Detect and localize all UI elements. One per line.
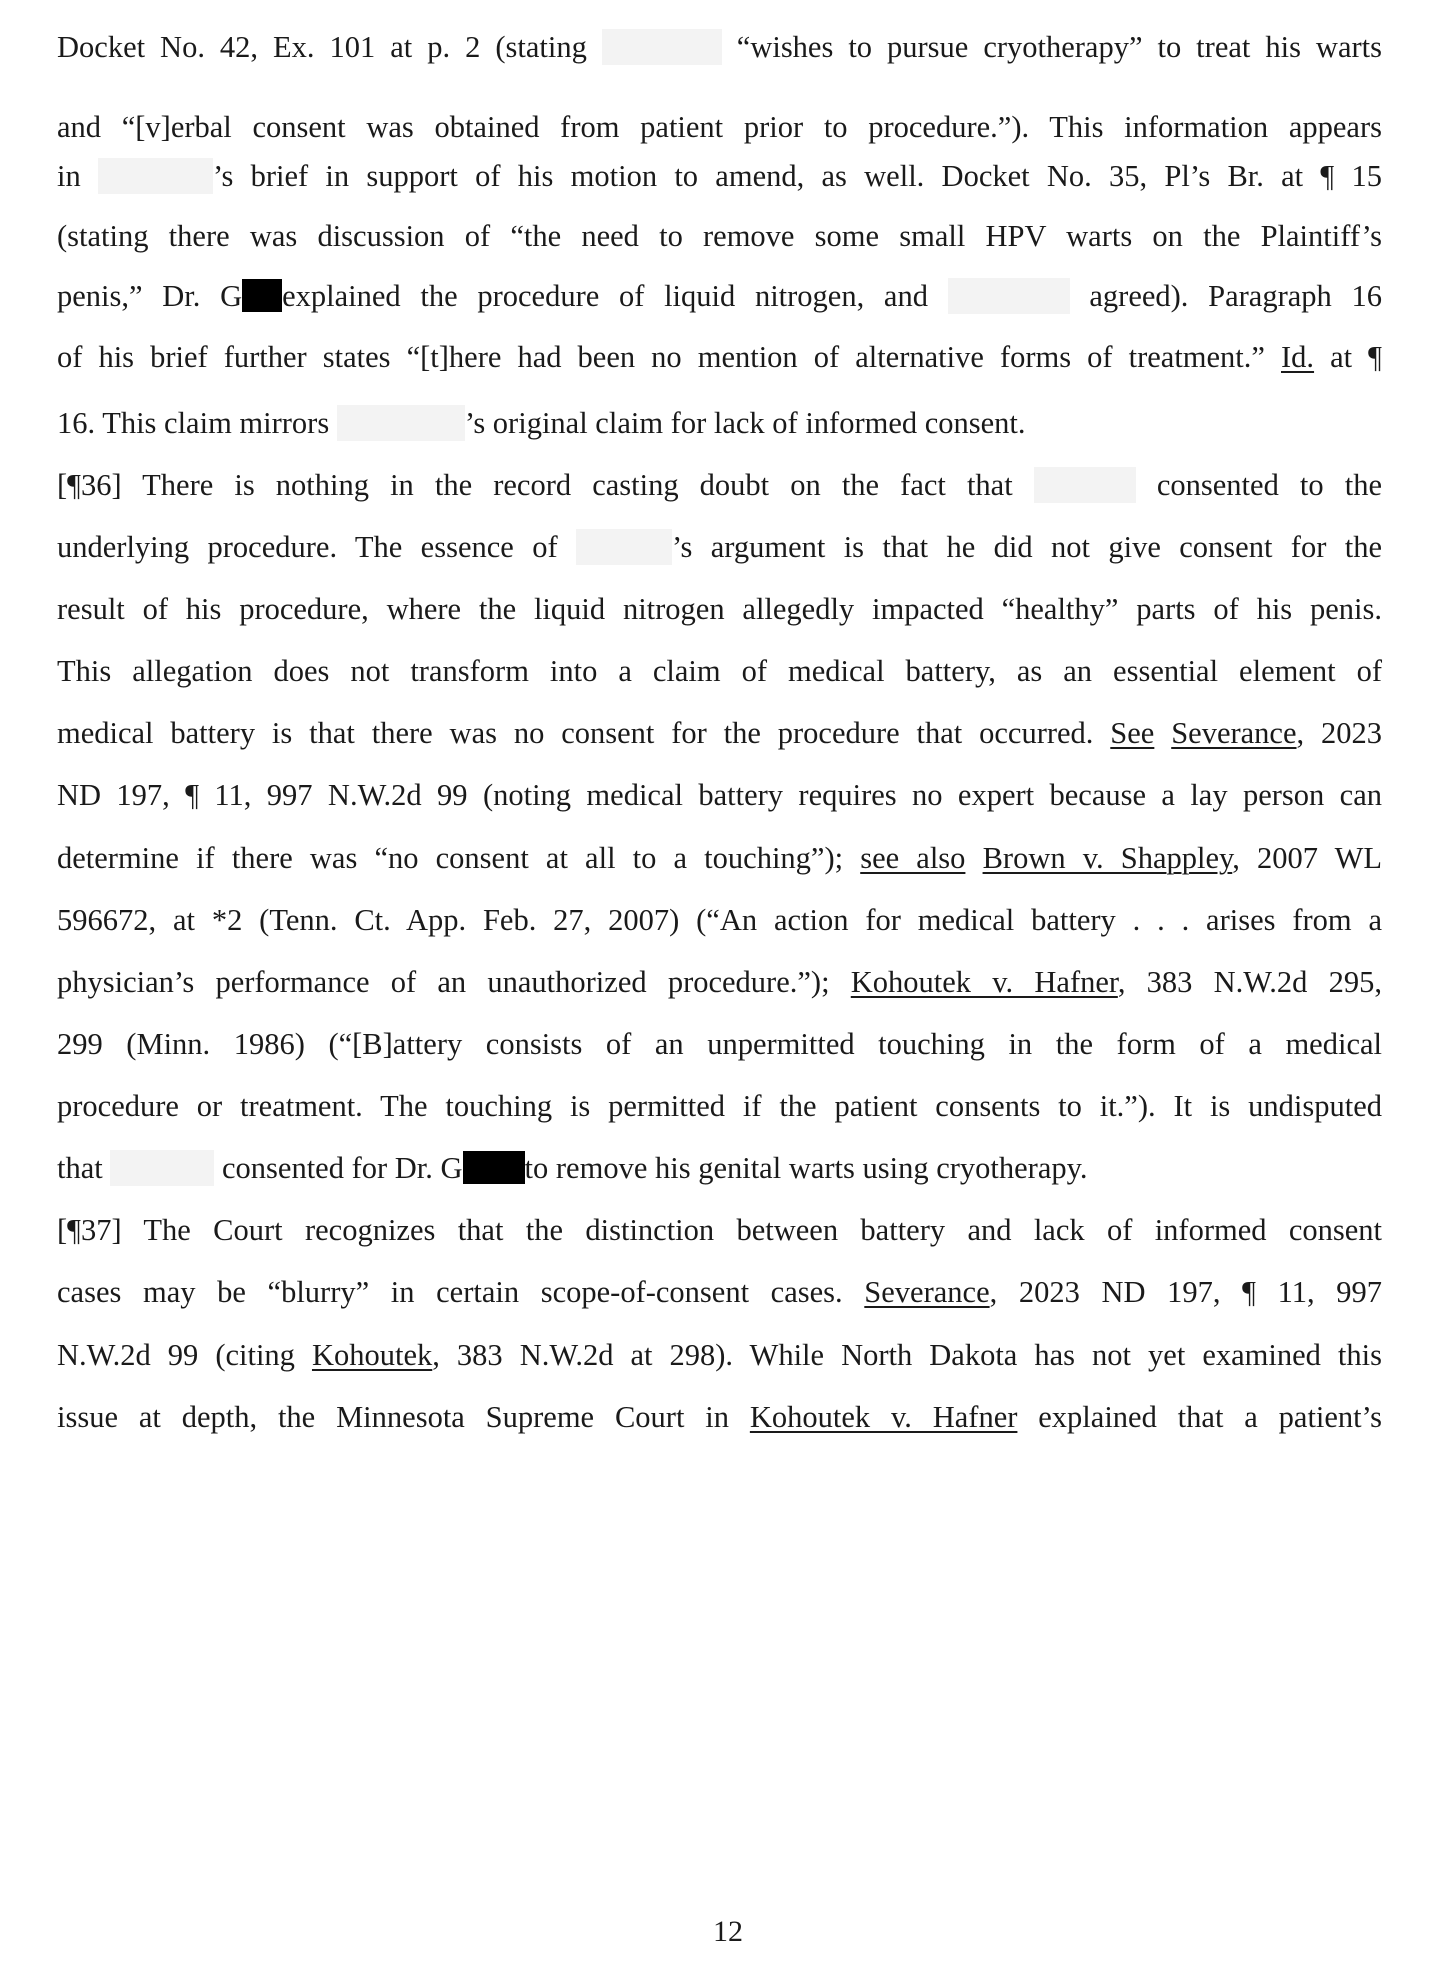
text-line: that consented for Dr. G to remove his genital warts using cryotherapy.: [57, 1151, 1088, 1185]
text-line: 16. This claim mirrors ’s original claim for lack of informed consent.: [57, 406, 1026, 440]
redaction-box: [948, 278, 1070, 314]
text-line: determine if there was “no consent at all to a touching”); see also Brown v. Shappley, 2007 WL: [57, 841, 1383, 875]
text-line: procedure or treatment. The touching is permitted if the patient consents to it.”). It is undisputed: [57, 1089, 1382, 1123]
case-brown-v-shappley: Brown v. Shappley: [982, 841, 1233, 875]
case-kohoutek-v-hafner: Kohoutek v. Hafner: [749, 1400, 1018, 1434]
signal-see: See: [1110, 716, 1155, 750]
text-line: result of his procedure, where the liquid nitrogen allegedly impacted “healthy” parts of his penis.: [57, 592, 1382, 626]
case-kohoutek: Kohoutek: [311, 1338, 433, 1372]
text-line: ND 197, ¶ 11, 997 N.W.2d 99 (noting medical battery requires no expert because a lay person can: [57, 778, 1382, 812]
text-line: [¶36] There is nothing in the record casting doubt on the fact that consented to the: [57, 468, 1382, 502]
page-number: 12: [713, 1915, 743, 1948]
text-line: Docket No. 42, Ex. 101 at p. 2 (stating “wishes to pursue cryotherapy” to treat his warts: [57, 30, 1382, 64]
text-line: cases may be “blurry” in certain scope-of-consent cases. Severance, 2023 ND 197, ¶ 11, 997: [57, 1275, 1382, 1309]
text-line: 596672, at *2 (Tenn. Ct. App. Feb. 27, 2007) (“An action for medical battery . . . arises from a: [57, 903, 1382, 937]
text-line: penis,” Dr. G explained the procedure of liquid nitrogen, and agreed). Paragraph 16: [57, 279, 1382, 313]
text-line: physician’s performance of an unauthorized procedure.”); Kohoutek v. Hafner, 383 N.W.2d 295,: [57, 965, 1382, 999]
signal-see-also: see also: [860, 841, 966, 875]
redaction-box: [98, 158, 213, 194]
text-line: [¶37] The Court recognizes that the distinction between battery and lack of informed consent: [57, 1213, 1382, 1247]
text-line: in ’s brief in support of his motion to amend, as well. Docket No. 35, Pl’s Br. at ¶ 15: [57, 159, 1382, 193]
text-line: issue at depth, the Minnesota Supreme Court in Kohoutek v. Hafner explained that a patient’s: [57, 1400, 1382, 1434]
text-line: (stating there was discussion of “the need to remove some small HPV warts on the Plaintiff’s: [57, 219, 1382, 253]
text-line: medical battery is that there was no consent for the procedure that occurred. See Severance, 2023: [57, 716, 1382, 750]
redaction-box: [337, 405, 465, 441]
text-line: This allegation does not transform into a claim of medical battery, as an essential element of: [57, 654, 1382, 688]
redaction-box: [602, 29, 722, 65]
text-line: underlying procedure. The essence of ’s argument is that he did not give consent for the: [57, 530, 1383, 564]
case-kohoutek-v-hafner: Kohoutek v. Hafner: [850, 965, 1118, 999]
citation-id: Id.: [1281, 340, 1315, 374]
case-severance: Severance: [1171, 716, 1297, 750]
case-severance: Severance: [864, 1275, 990, 1309]
redaction-box: [576, 529, 672, 565]
text-line: of his brief further states “[t]here had been no mention of alternative forms of treatment.” Id. at ¶: [57, 340, 1382, 374]
redaction-box: [1034, 467, 1136, 503]
text-line: N.W.2d 99 (citing Kohoutek, 383 N.W.2d at 298). While North Dakota has not yet examined this: [57, 1338, 1382, 1372]
black-redaction: [242, 279, 282, 312]
black-redaction: [463, 1151, 525, 1184]
redaction-box: [110, 1150, 214, 1186]
text-line: and “[v]erbal consent was obtained from patient prior to procedure.”). This information appears: [57, 110, 1382, 144]
text-line: 299 (Minn. 1986) (“[B]attery consists of an unpermitted touching in the form of a medical: [57, 1027, 1382, 1061]
